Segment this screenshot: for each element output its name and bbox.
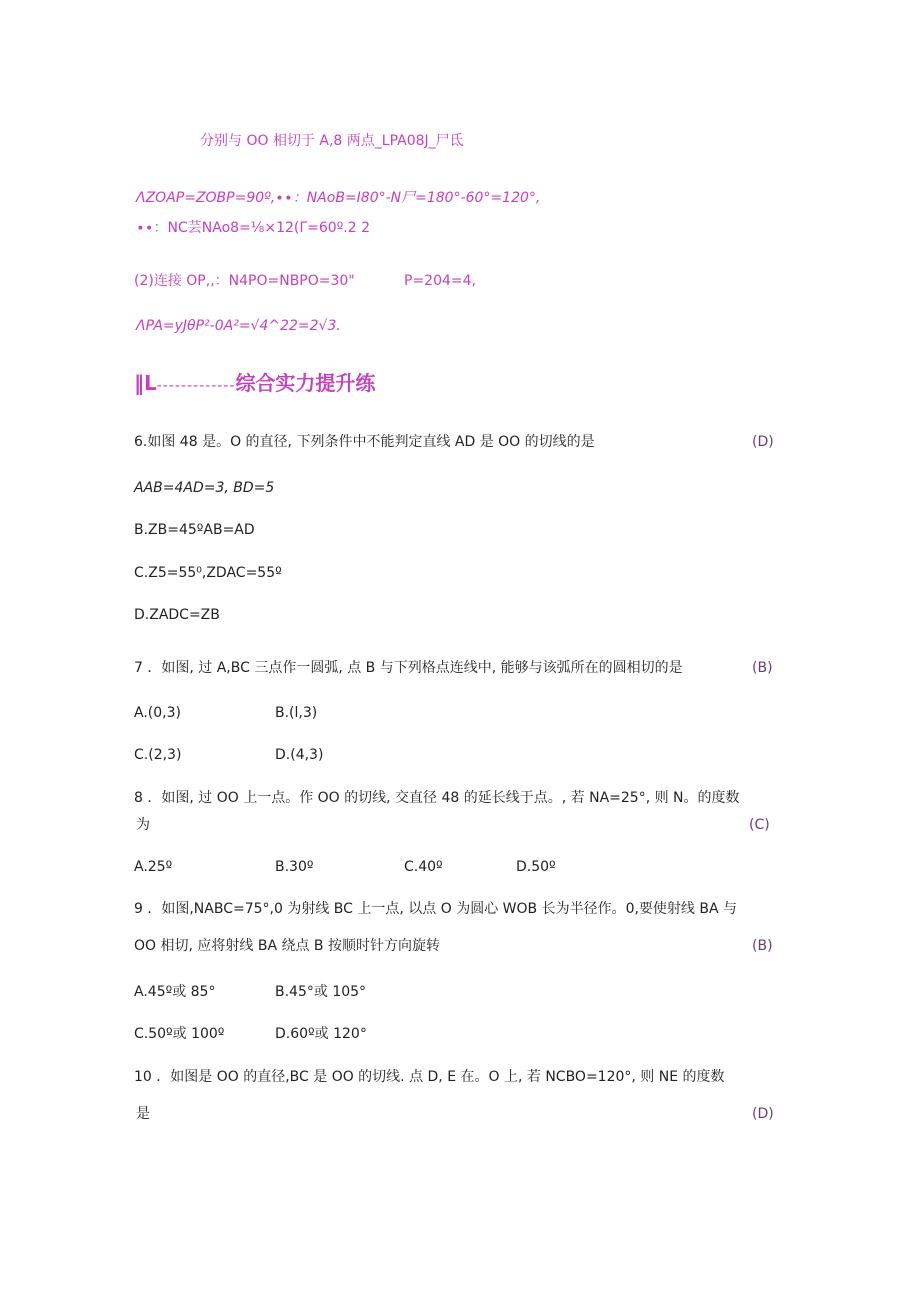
question-6-option-a: AAB=4AD=3, BD=5 <box>134 480 275 496</box>
question-7-option-b: B.(l,3) <box>275 705 318 721</box>
question-8-option-c: C.40º <box>404 859 443 875</box>
question-9-option-c: C.50º或 100º <box>134 1026 225 1042</box>
question-7-option-d: D.(4,3) <box>275 747 324 763</box>
section-heading <box>134 370 375 399</box>
question-9-option-d: D.60º或 120° <box>275 1026 367 1042</box>
section-title: 综合实力提升练 <box>235 371 376 395</box>
question-7-option-c: C.(2,3) <box>134 747 182 763</box>
question-7-option-a: A.(0,3) <box>134 705 181 721</box>
section-dashes: ------------- <box>156 378 236 394</box>
section-marker: ‖L <box>134 371 157 395</box>
question-8-option-d: D.50º <box>516 859 556 875</box>
question-10-stem-cont: 是 <box>136 1106 150 1122</box>
question-8-option-a: A.25º <box>134 859 173 875</box>
question-9-stem-cont: OO 相切, 应将射线 BA 绕点 B 按顺时针方向旋转 <box>134 938 440 954</box>
solution-line-4a: (2)连接 OP,,：N4PO=NBPO=30" <box>134 273 355 289</box>
question-9-option-a: A.45º或 85° <box>134 984 216 1000</box>
solution-line-2: ΛZOAP=ZOBP=90º,∙∙：NAoB=I80°-N尸=180°-60°=120°, <box>136 190 541 206</box>
question-9-option-b: B.45°或 105° <box>275 984 367 1000</box>
question-6-stem: 6.如图 48 是。O 的直径, 下列条件中不能判定直线 AD 是 OO 的切线的是 <box>134 434 595 450</box>
question-8-stem-cont: 为 <box>136 817 150 833</box>
question-6-answer: (D) <box>752 434 774 450</box>
question-10-stem: 10 ．如图是 OO 的直径,BC 是 OO 的切线. 点 D, E 在。O 上, 若 NCBO=120°, 则 NE 的度数 <box>134 1069 725 1085</box>
solution-line-5: ΛPA=yJθP²-0A²=√4^22=2√3. <box>136 318 341 334</box>
question-6-option-d: D.ZADC=ZB <box>134 607 220 623</box>
solution-line-3: ∙∙：NC芸NAo8=⅛×12(Γ=60º.2 2 <box>136 220 371 236</box>
question-7-stem: 7 ．如图, 过 A,BC 三点作一圆弧, 点 B 与下列格点连线中, 能够与该弧所在的圆相切的是 <box>134 660 683 676</box>
question-8-answer: (C) <box>749 817 770 833</box>
question-6-option-c: C.Z5=55⁰,ZDAC=55º <box>134 565 282 581</box>
question-9-answer: (B) <box>752 938 773 954</box>
solution-line-4b: P=204=4, <box>404 273 476 289</box>
solution-line-1: 分别与 OO 相切于 A,8 两点_LPA08J_尸氐 <box>200 133 464 149</box>
question-6-option-b: B.ZB=45ºAB=AD <box>134 522 255 538</box>
question-10-answer: (D) <box>752 1106 774 1122</box>
question-7-answer: (B) <box>752 660 773 676</box>
question-8-stem: 8 ．如图, 过 OO 上一点。作 OO 的切线, 交直径 48 的延长线于点。, 若 NA=25°, 则 N。的度数 <box>134 790 740 806</box>
question-8-option-b: B.30º <box>275 859 314 875</box>
question-9-stem: 9 ．如图,NABC=75°,0 为射线 BC 上一点, 以点 O 为圆心 WOB 长为半径作。0,要使射线 BA 与 <box>134 901 738 917</box>
